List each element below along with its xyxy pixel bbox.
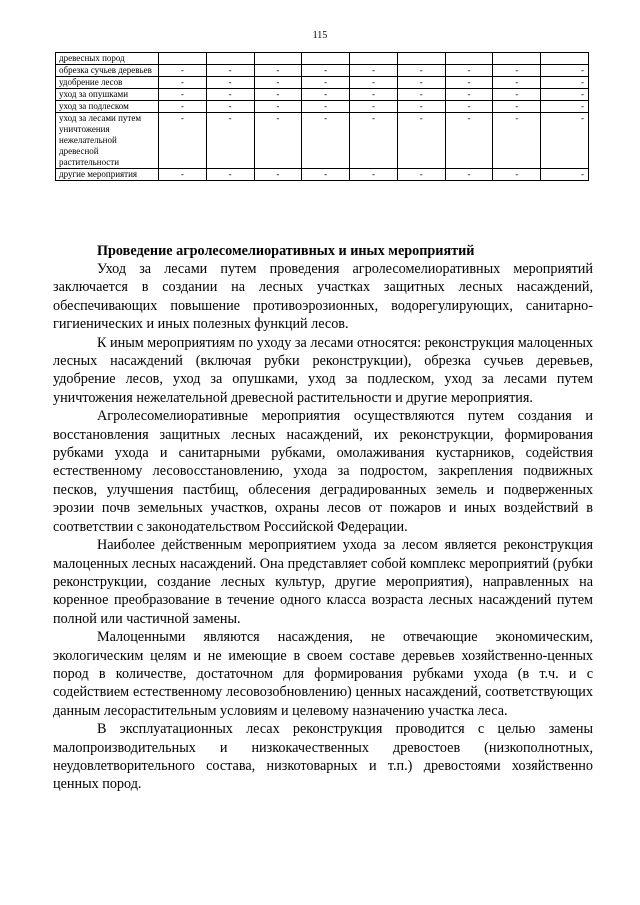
row-label: уход за подлеском: [56, 101, 159, 113]
table-cell: -: [397, 101, 445, 113]
paragraph: Агролесомелиоративные мероприятия осуществляются путем создания и восстановления защитных лесных насаждений, их реконструкции, формирования рубками ухода и санитарными рубками, омолаживания кустарников, содействия естественному лесовосстановлению, ухода за подростом, закрепления подвижных песков, улучшения пастбищ, облесения деградированных земель и подверженных эрозии почв земельных участков, охраны лесов от пожаров и иных воздействий в соответствии с законодательством Российской Федерации.: [53, 408, 593, 535]
table-cell: -: [302, 101, 350, 113]
table-cell: -: [541, 169, 589, 181]
table-cell: -: [302, 113, 350, 169]
table-cell: -: [493, 77, 541, 89]
paragraph: В эксплуатационных лесах реконструкция проводится с целью замены малопроизводительных и низкокачественных древостоев (низкополнотных, неудовлетворительного состава, низкотоварных и т.п.) древостоями хозяйственно ценных пород.: [53, 721, 593, 793]
forest-care-measures-table: [55, 52, 589, 181]
table-cell: -: [350, 65, 398, 77]
table-row: [56, 53, 589, 65]
table-cell: -: [397, 89, 445, 101]
table-cell: -: [445, 101, 493, 113]
table-cell: -: [445, 169, 493, 181]
row-label: удобрение лесов: [56, 77, 159, 89]
table-cell: [206, 53, 254, 65]
table-cell: -: [206, 113, 254, 169]
table-cell: -: [254, 101, 302, 113]
table-cell: -: [159, 89, 207, 101]
table-cell: -: [350, 101, 398, 113]
table-cell: -: [254, 65, 302, 77]
table-cell: -: [159, 101, 207, 113]
table-cell: -: [493, 101, 541, 113]
table-cell: -: [254, 89, 302, 101]
table-row: [56, 113, 589, 169]
table-cell: [493, 53, 541, 65]
row-label: уход за опушками: [56, 89, 159, 101]
table-row: [56, 169, 589, 181]
table-cell: -: [445, 77, 493, 89]
table-cell: -: [159, 65, 207, 77]
table-cell: -: [445, 113, 493, 169]
table-cell: -: [493, 89, 541, 101]
paragraph: К иным мероприятиям по уходу за лесами относятся: реконструкция малоценных лесных насаждений (включая рубки реконструкции), обрезка сучьев деревьев, удобрение лесов, уход за опушками, уход за подлеском, уход за лесами путем уничтожения нежелательной древесной растительности и другие мероприятия.: [53, 334, 593, 406]
table-cell: [397, 53, 445, 65]
table-cell: -: [206, 89, 254, 101]
table-cell: -: [445, 89, 493, 101]
paragraph: Наиболее действенным мероприятием ухода за лесом является реконструкция малоценных лесных насаждений. Она представляет собой комплекс мероприятий (рубки реконструкции, создание лесных культур, другие мероприятия), направленных на коренное преобразование в течение одного класса возраста лесных насаждений путем полной или частичной замены.: [53, 537, 593, 627]
table-cell: -: [302, 89, 350, 101]
table-cell: -: [397, 169, 445, 181]
table-cell: -: [445, 65, 493, 77]
table-cell: -: [159, 77, 207, 89]
table-cell: -: [206, 169, 254, 181]
paragraph: Уход за лесами путем проведения агролесомелиоративных мероприятий заключается в создании на лесных участках защитных лесных насаждений, обеспечивающих повышение противоэрозионных, водорегулирующих, санитарно-гигиенических и иных полезных функций лесов.: [53, 261, 593, 333]
table-cell: -: [493, 169, 541, 181]
paragraph: Малоценными являются насаждения, не отвечающие экономическим, экологическим целям и не имеющие в своем составе деревьев хозяйственно-ценных пород в количестве, достаточном для формирования рубками ухода (в т.ч. и с содействием естественному лесовозобновлению) ценных насаждений, соответствующих данным лесорастительным условиям и целевому назначению участка леса.: [53, 629, 593, 719]
table-cell: -: [254, 169, 302, 181]
table-cell: -: [541, 65, 589, 77]
table-cell: -: [159, 169, 207, 181]
table-cell: -: [302, 65, 350, 77]
table-row: [56, 65, 589, 77]
table-cell: -: [493, 113, 541, 169]
table-row: [56, 89, 589, 101]
table-cell: -: [493, 65, 541, 77]
table-cell: -: [397, 113, 445, 169]
table-row: [56, 101, 589, 113]
table-cell: -: [541, 89, 589, 101]
row-label: уход за лесами путем уничтожения нежелательной древесной растительности: [56, 113, 159, 169]
row-label: другие мероприятия: [56, 169, 159, 181]
table-row: [56, 77, 589, 89]
table-cell: -: [350, 89, 398, 101]
table-cell: -: [254, 77, 302, 89]
table-cell: [445, 53, 493, 65]
table-cell: -: [206, 65, 254, 77]
table-cell: [254, 53, 302, 65]
table-cell: -: [254, 113, 302, 169]
section-body: [53, 242, 593, 794]
page-number: 115: [312, 30, 328, 41]
table-cell: -: [397, 65, 445, 77]
row-label: древесных пород: [56, 53, 159, 65]
table-cell: -: [159, 113, 207, 169]
table-cell: -: [350, 77, 398, 89]
table-cell: -: [541, 101, 589, 113]
table-cell: -: [206, 101, 254, 113]
row-label: обрезка сучьев деревьев: [56, 65, 159, 77]
table-cell: [350, 53, 398, 65]
table-cell: -: [206, 77, 254, 89]
table-cell: [302, 53, 350, 65]
section-heading: Проведение агролесомелиоративных и иных мероприятий: [97, 243, 475, 259]
table-cell: -: [350, 169, 398, 181]
table-cell: -: [541, 113, 589, 169]
table-cell: -: [350, 113, 398, 169]
table-cell: [159, 53, 207, 65]
table-cell: -: [302, 169, 350, 181]
table-cell: [541, 53, 589, 65]
table-cell: -: [541, 77, 589, 89]
table-cell: -: [302, 77, 350, 89]
table-cell: -: [397, 77, 445, 89]
